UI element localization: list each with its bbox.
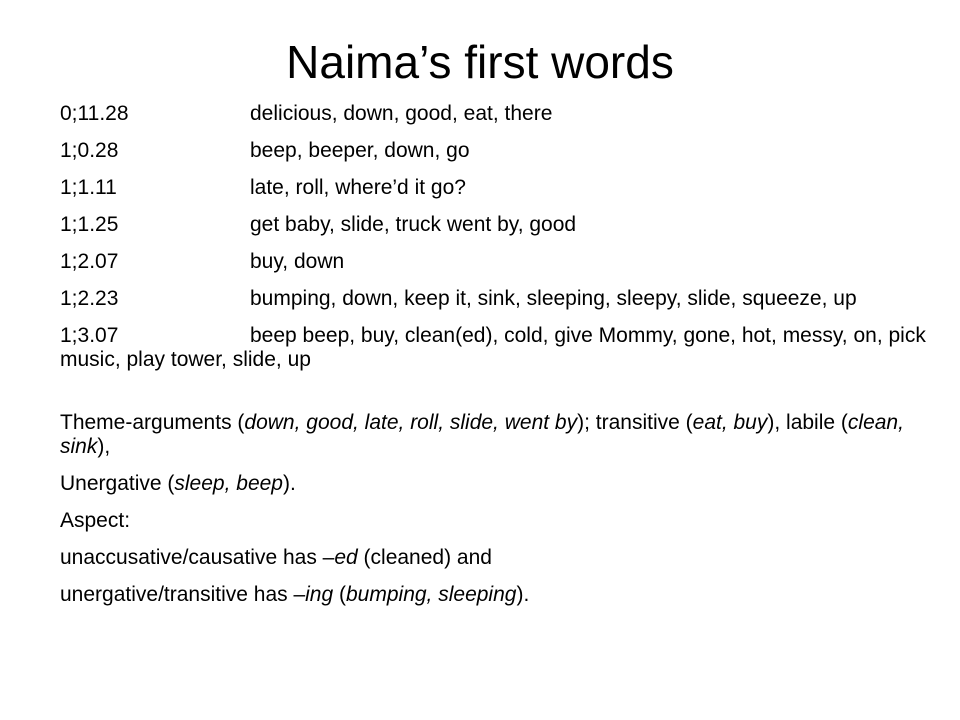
theme-label: Theme-arguments ( <box>60 411 245 434</box>
slide-title: Naima’s first words <box>286 36 674 88</box>
unaccusative-note <box>60 542 930 570</box>
entry-date: 1;1.25 <box>60 213 119 236</box>
unacc-prefix: unaccusative/causative has – <box>60 546 335 569</box>
unergative-end: ). <box>282 472 296 495</box>
entry-words: buy, down <box>250 250 345 273</box>
unergative-label: Unergative ( <box>60 472 175 495</box>
spacer <box>60 381 930 407</box>
entry-date: 1;2.07 <box>60 250 119 273</box>
entry-row <box>60 172 930 200</box>
unerg-mid: ( <box>333 583 346 606</box>
theme-examples: down, good, late, roll, slide, went by <box>244 411 578 434</box>
transitive-label: ); transitive ( <box>577 411 693 434</box>
entry-words: delicious, down, good, eat, there <box>250 102 553 125</box>
unergative-examples: sleep, beep <box>174 472 283 495</box>
entry-row <box>60 320 930 372</box>
unacc-suffix: ed <box>334 546 358 569</box>
aspect-label: Aspect: <box>60 509 131 532</box>
entry-words: late, roll, where’d it go? <box>250 176 466 199</box>
entry-row <box>60 98 930 126</box>
transitive-examples: eat, buy <box>692 411 768 434</box>
entry-date: 1;0.28 <box>60 139 119 162</box>
entry-row <box>60 246 930 274</box>
labile-end: ), <box>97 435 111 458</box>
entry-words: beep beep, buy, clean(ed), cold, give Mommy, gone, hot, messy, on, pick music, play tower, slide, up <box>60 324 926 371</box>
entry-row <box>60 135 930 163</box>
entry-row <box>60 283 930 311</box>
entry-words: beep, beeper, down, go <box>250 139 470 162</box>
unerg-suffix: ing <box>305 583 334 606</box>
unergative-note <box>60 468 930 496</box>
entry-words: bumping, down, keep it, sink, sleeping, sleepy, slide, squeeze, up <box>250 287 857 310</box>
entry-date: 0;11.28 <box>60 102 129 125</box>
labile-examples: clean, sink <box>60 411 904 458</box>
labile-label: ), labile ( <box>767 411 848 434</box>
unerg-prefix: unergative/transitive has – <box>60 583 306 606</box>
entry-words: get baby, slide, truck went by, good <box>250 213 577 236</box>
entry-date: 1;3.07 <box>60 324 119 347</box>
unerg-examples: bumping, sleeping <box>346 583 517 606</box>
unergative-transitive-note <box>60 579 930 607</box>
entry-date: 1;2.23 <box>60 287 119 310</box>
unacc-rest: (cleaned) and <box>357 546 492 569</box>
unerg-end: ). <box>516 583 530 606</box>
entry-date: 1;1.11 <box>60 176 117 199</box>
slide-body <box>60 98 930 616</box>
entry-row <box>60 209 930 237</box>
theme-arguments-note <box>60 407 930 459</box>
